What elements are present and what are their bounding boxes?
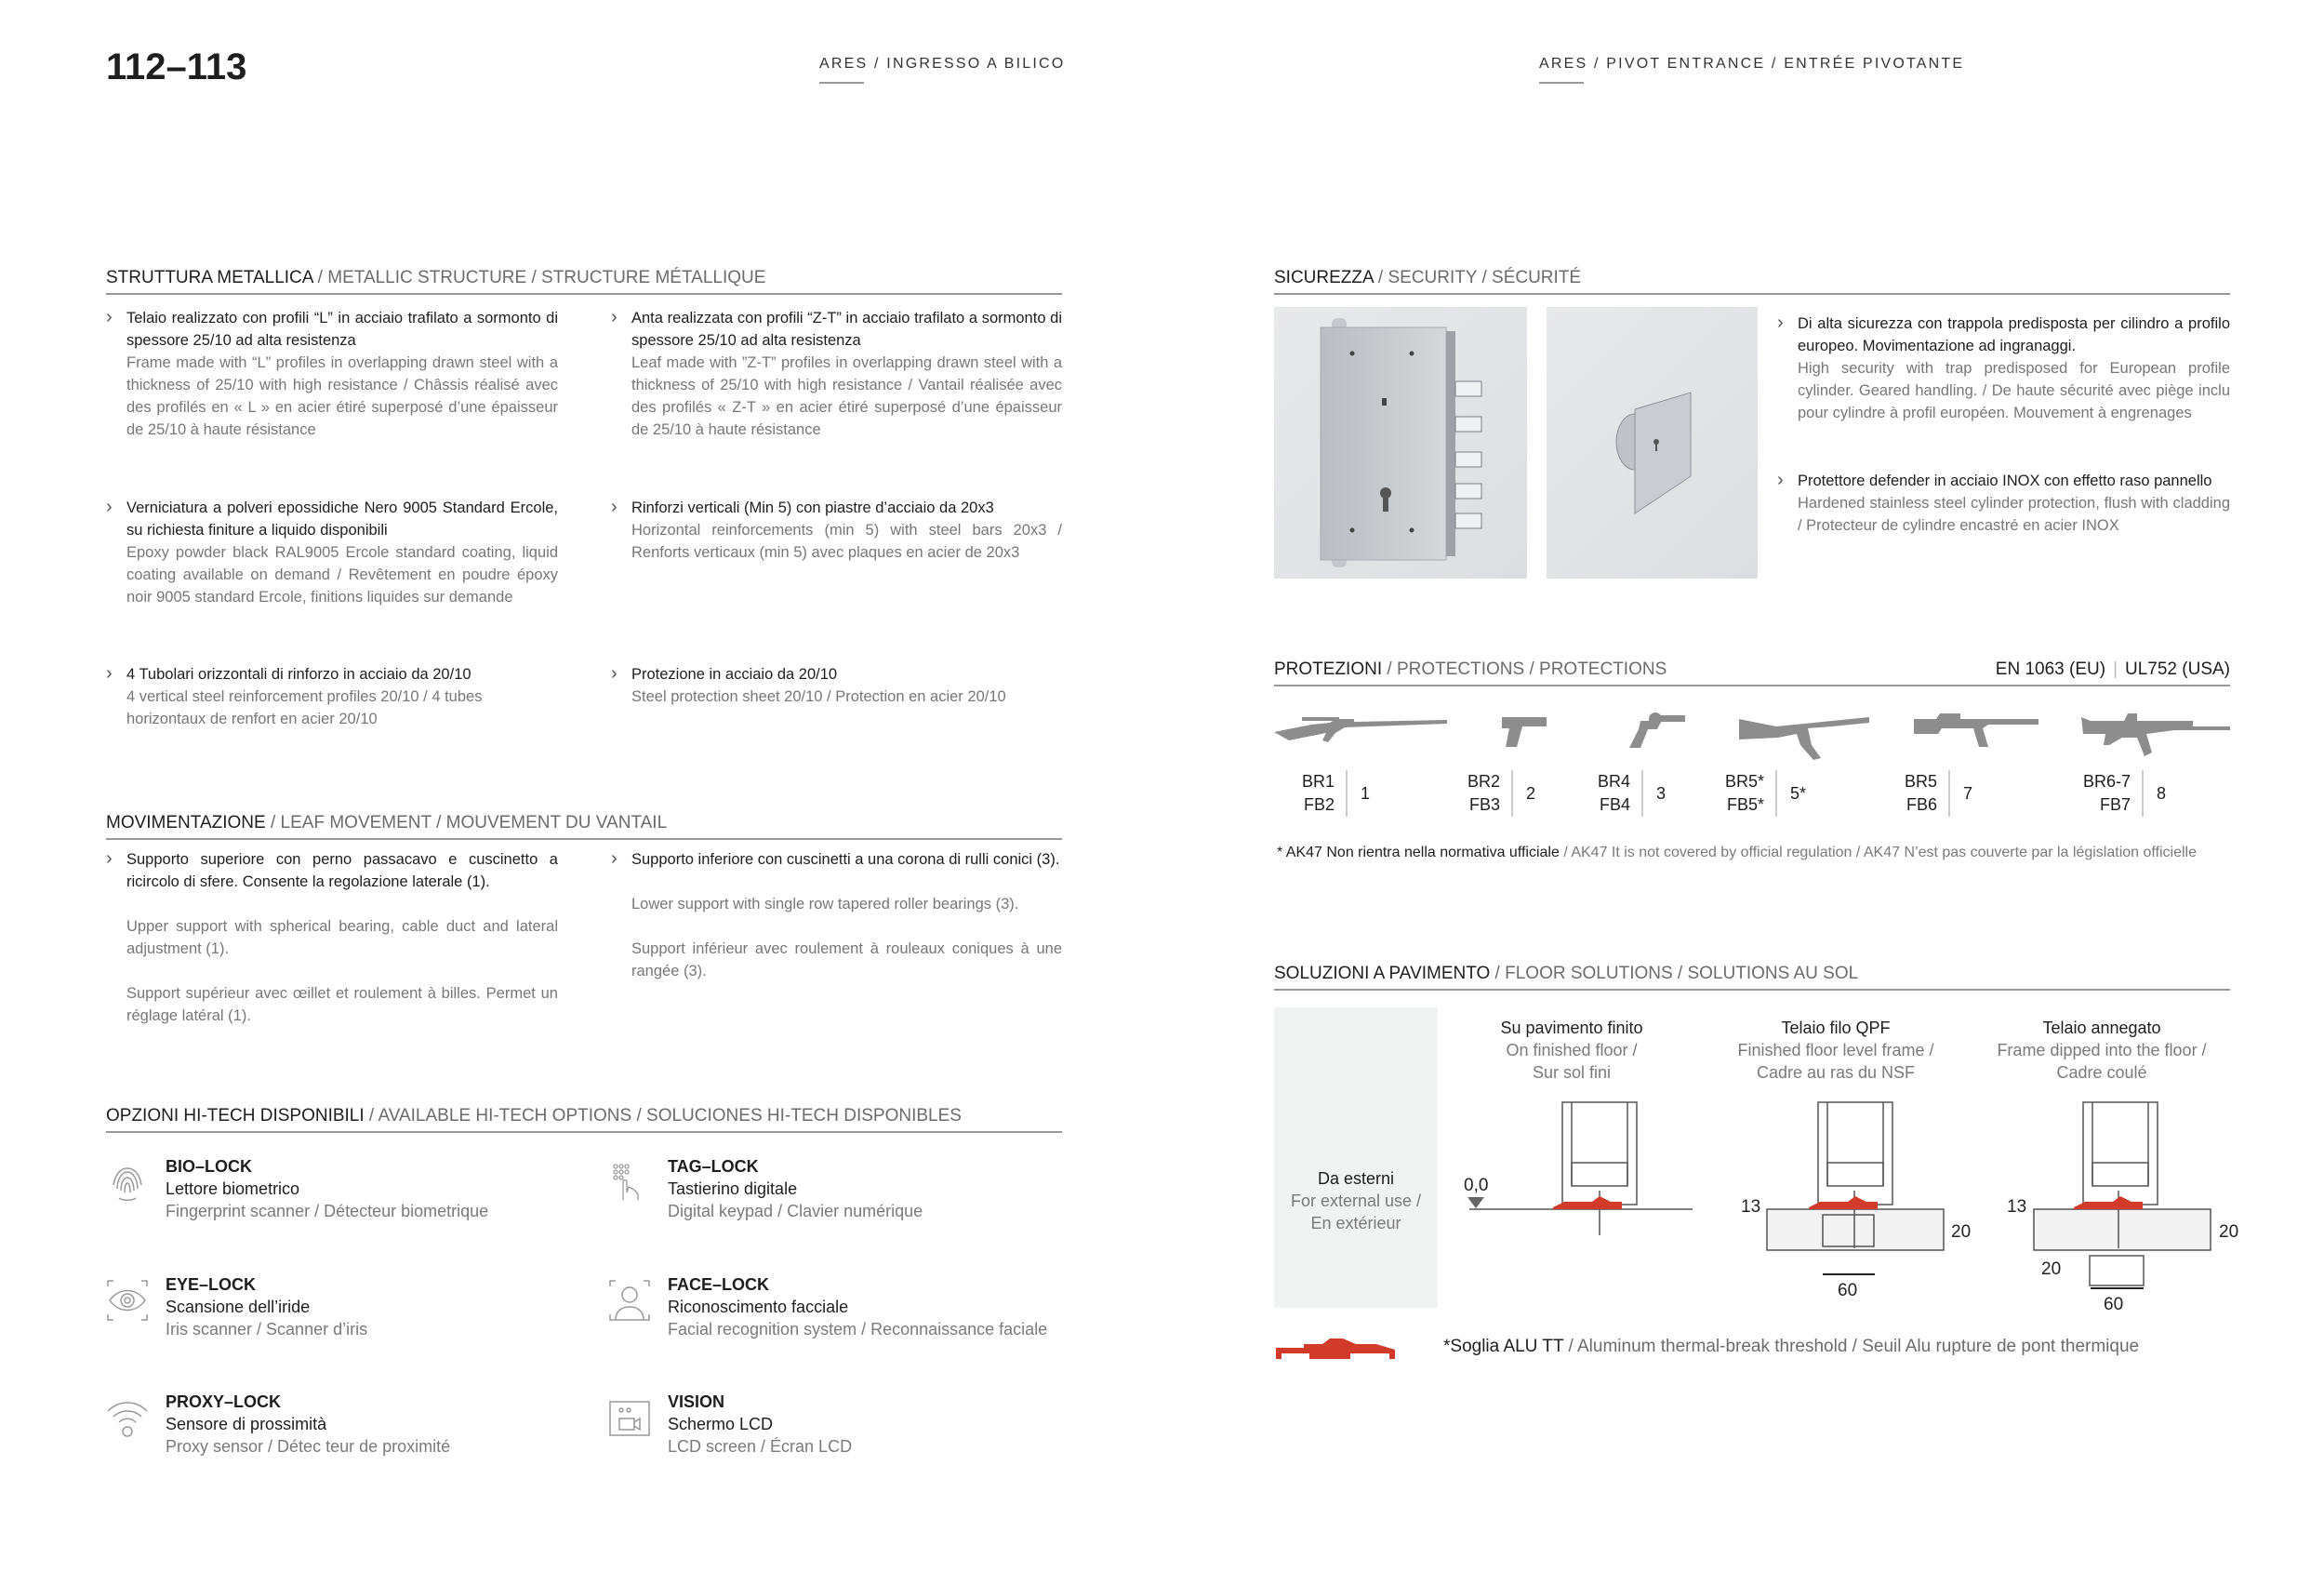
protections-footnote [1277, 845, 2197, 861]
option-it: Schermo LCD [668, 1415, 774, 1433]
structure-item [106, 307, 558, 441]
item-tr: Leaf made with ”Z-T” profiles in overlapping drawn steel with a thickness of 25/10 with high resistance / Vantail réalisée avec des profilés « Z-T » en acier étiré superposé d’une épaisseur de 25/10 à haute résistance [631, 354, 1062, 438]
item-fr: Support inférieur avec roulement à rouleaux coniques à une rangée (3). [631, 940, 1062, 979]
weapons-row [1274, 702, 2232, 758]
option-it: Lettore biometrico [166, 1179, 300, 1198]
item-it: › Supporto superiore con perno passacavo e cuscinetto a ricircolo di sfere. Consente la regolazione laterale (1). [126, 851, 558, 890]
footnote-main: * AK47 Non rientra nella normativa ufficiale [1277, 845, 1560, 860]
movement-item [106, 848, 558, 1027]
lcd-camera-icon [608, 1396, 651, 1439]
title-rest: / SECURITY / SÉCURITÉ [1373, 268, 1582, 287]
br-class: BR5 [1905, 772, 1938, 791]
hitech-text [668, 1391, 852, 1458]
standard-eu: EN 1063 (EU) [1995, 659, 2106, 679]
item-it: › Rinforzi verticali (Min 5) con piastre d’acciaio da 20x3 [631, 499, 994, 516]
standards-label: EN 1063 (EU) | UL752 (USA) [1995, 659, 2230, 679]
col-fr: Cadre coulé [2056, 1063, 2147, 1082]
option-it: Scansione dell’iride [166, 1298, 311, 1316]
item-en: Lower support with single row tapered roller bearings (3). [631, 896, 1019, 912]
option-name: FACE–LOCK [668, 1275, 770, 1294]
fb-class: FB5* [1727, 795, 1765, 814]
option-name: PROXY–LOCK [166, 1392, 282, 1411]
use-it: Da esterni [1317, 1169, 1395, 1188]
section-title-protections [1274, 659, 2230, 686]
en-class [1598, 770, 1643, 817]
defender-illustration [1547, 307, 1758, 579]
page-number: 112–113 [106, 47, 247, 87]
floor-column [1962, 1017, 2241, 1084]
dim-label: 60 [1838, 1281, 1858, 1300]
section-title-structure [106, 268, 1062, 295]
en-class [1725, 770, 1777, 817]
title-rest: / PROTECTIONS / PROTECTIONS [1382, 659, 1667, 679]
movement-item [611, 848, 1062, 982]
option-tr: LCD screen / Écran LCD [668, 1437, 853, 1456]
br-class: BR2 [1467, 772, 1501, 791]
item-it: › Di alta sicurezza con trappola predisposta per cilindro a profilo europeo. Movimentazione ad ingranaggi. [1798, 315, 2230, 354]
item-tr: Steel protection sheet 20/10 / Protection en acier 20/10 [631, 688, 1006, 705]
diagram-flush-frame [1767, 1102, 1944, 1274]
threshold-profile-icon [1274, 1337, 1410, 1361]
running-header-left-text: ARES / INGRESSO A BILICO [819, 56, 1066, 72]
option-tr: Iris scanner / Scanner d’iris [166, 1320, 368, 1339]
assault-rifle-icon [1914, 713, 2038, 747]
revolver-icon [1629, 713, 1685, 748]
item-it: › Verniciatura a polveri epossidiche Nero 9005 Standard Ercole, su richiesta finiture a liquido disponibili [126, 499, 558, 539]
title-rest: / LEAF MOVEMENT / MOUVEMENT DU VANTAIL [265, 813, 668, 832]
col-fr: Sur sol fini [1532, 1063, 1612, 1082]
use-fr: En extérieur [1310, 1214, 1401, 1232]
wireless-icon [106, 1396, 149, 1439]
section-title-floor [1274, 964, 2230, 991]
item-it: › Protettore defender in acciaio INOX con effetto raso pannello [1798, 473, 2212, 489]
item-it: › 4 Tubolari orizzontali di rinforzo in acciaio da 20/10 [126, 666, 471, 683]
title-rest: / METALLIC STRUCTURE / STRUCTURE MÉTALLIQUE [312, 268, 766, 287]
dim-label: 20 [1951, 1222, 1972, 1242]
use-en: For external use / [1290, 1192, 1422, 1210]
face-scan-icon [608, 1279, 651, 1322]
external-use-panel [1274, 1007, 1438, 1308]
security-item [1777, 313, 2230, 424]
fingerprint-icon [106, 1161, 149, 1204]
cylinder-protector-image [1547, 307, 1758, 579]
running-header-right-text: ARES / PIVOT ENTRANCE / ENTRÉE PIVOTANTE [1539, 56, 1965, 72]
threshold-main: *Soglia ALU TT [1443, 1337, 1564, 1356]
title-main: SOLUZIONI A PAVIMENTO [1274, 964, 1491, 983]
col-en: Finished floor level frame / [1737, 1041, 1934, 1059]
hitech-text [668, 1155, 923, 1222]
title-main: MOVIMENTAZIONE [106, 813, 266, 832]
item-fr: Support supérieur avec œillet et roulement à billes. Permet un réglage latéral (1). [126, 985, 558, 1024]
item-tr: High security with trap predisposed for European profile cylinder. Geared handling. / De haute sécurité avec piège inclu pour cylindre à profil européen. Mouvement à engrenages [1798, 360, 2230, 421]
ul-class: 7 [1963, 783, 1973, 803]
item-tr: Hardened stainless steel cylinder protection, flush with cladding / Protecteur de cylindre encastré en acier INOX [1798, 495, 2230, 534]
dim-label: 0,0 [1464, 1176, 1489, 1195]
structure-item [106, 497, 558, 608]
structure-item [611, 307, 1062, 441]
en-class [1467, 770, 1513, 817]
col-en: On finished floor / [1506, 1041, 1638, 1059]
dim-label: 20 [2219, 1222, 2239, 1242]
item-tr: Horizontal reinforcements (min 5) with steel bars 20x3 / Renforts verticaux (min 5) avec plaques en acier de 20x3 [631, 522, 1062, 561]
protection-level [2083, 770, 2166, 817]
fb-class: FB7 [2100, 795, 2131, 814]
option-tr: Facial recognition system / Reconnaissance faciale [668, 1320, 1048, 1339]
title-main: OPZIONI HI-TECH DISPONIBILI [106, 1106, 365, 1125]
title-main: PROTEZIONI [1274, 659, 1383, 679]
eye-scan-icon [106, 1279, 149, 1322]
fb-class: FB6 [1906, 795, 1938, 814]
en-class [1905, 770, 1950, 817]
item-tr: 4 vertical steel reinforcement profiles 20/10 / 4 tubes horizontaux de renfort en acier 20/10 [126, 688, 483, 727]
structure-item [106, 663, 558, 730]
item-en: Upper support with spherical bearing, cable duct and lateral adjustment (1). [126, 918, 558, 957]
level-marker-icon [1467, 1197, 1484, 1208]
title-rest: / FLOOR SOLUTIONS / SOLUTIONS AU SOL [1490, 964, 1859, 983]
col-it: Su pavimento finito [1500, 1019, 1643, 1037]
br-class: BR6-7 [2083, 772, 2131, 791]
br-class: BR5* [1725, 772, 1765, 791]
option-name: VISION [668, 1392, 725, 1411]
title-main: SICUREZZA [1274, 268, 1374, 287]
structure-item [611, 497, 1062, 564]
section-title-security [1274, 268, 2230, 295]
running-header-left [819, 56, 1065, 84]
title-rest: / AVAILABLE HI-TECH OPTIONS / SOLUCIONES HI-TECH DISPONIBLES [364, 1106, 962, 1125]
threshold-rest: / Aluminum thermal-break threshold / Seuil Alu rupture de pont thermique [1563, 1337, 2140, 1356]
footnote-rest: / AK47 It is not covered by official regulation / AK47 N’est pas couverte par la législation officielle [1559, 845, 2198, 860]
title-main: STRUTTURA METALLICA [106, 268, 313, 287]
security-item [1777, 470, 2230, 537]
rifle-icon [1274, 717, 1447, 742]
item-tr: Frame made with “L” profiles in overlapping drawn steel with a thickness of 25/10 with high resistance / Châssis réalisé avec des profilés en « L » en acier étiré superposé d’une épaisseur de 25/10 à haute résistance [126, 354, 558, 438]
ul-class: 2 [1526, 783, 1536, 803]
en-class [1302, 770, 1348, 817]
dim-label: 20 [2041, 1259, 2062, 1279]
threshold-profiles [1553, 1196, 2143, 1209]
option-tr: Proxy sensor / Détec teur de proximité [166, 1437, 451, 1456]
dim-label: 60 [2104, 1295, 2124, 1314]
keypad-icon [608, 1161, 651, 1204]
protection-level [1725, 770, 1806, 817]
option-name: TAG–LOCK [668, 1157, 759, 1176]
option-it: Tastierino digitale [668, 1179, 798, 1198]
hitech-text [166, 1273, 367, 1340]
machine-gun-icon [2081, 713, 2230, 756]
col-it: Telaio filo QPF [1781, 1019, 1891, 1037]
hitech-text [166, 1155, 488, 1222]
en-class [2083, 770, 2144, 817]
option-name: EYE–LOCK [166, 1275, 257, 1294]
col-fr: Cadre au ras du NSF [1756, 1063, 1916, 1082]
option-tr: Fingerprint scanner / Détecteur biometrique [166, 1202, 489, 1220]
col-it: Telaio annegato [2042, 1019, 2161, 1037]
fb-class: FB4 [1600, 795, 1631, 814]
protection-level [1467, 770, 1535, 817]
structure-item [611, 663, 1062, 708]
ul-class: 3 [1656, 783, 1667, 803]
option-it: Riconoscimento facciale [668, 1298, 849, 1316]
lock-image [1274, 307, 1527, 579]
item-tr: Epoxy powder black RAL9005 Ercole standard coating, liquid coating available on demand / Revêtement en poudre époxy noir 9005 standard Ercole, finitions liquides sur demande [126, 544, 558, 606]
threshold-legend [1443, 1337, 2139, 1357]
hitech-text [668, 1273, 1047, 1340]
ul-class: 8 [2157, 783, 2167, 803]
dim-label: 13 [1741, 1197, 1761, 1217]
fb-class: FB2 [1304, 795, 1335, 814]
item-it: › Telaio realizzato con profili “L” in acciaio trafilato a sormonto di spessore 25/10 ad alta resistenza [126, 310, 558, 349]
item-it: › Supporto inferiore con cuscinetti a una corona di rulli conici (3). [631, 851, 1060, 868]
diagram-finished-floor [1469, 1102, 1693, 1235]
item-it: › Protezione in acciaio da 20/10 [631, 666, 838, 683]
br-class: BR4 [1598, 772, 1631, 791]
item-it: › Anta realizzata con profili “Z-T” in acciaio trafilato a sormonto di spessore 25/10 ad alta resistenza [631, 310, 1062, 349]
ak47-icon [1739, 717, 1869, 760]
option-name: BIO–LOCK [166, 1157, 253, 1176]
running-header-right [1539, 56, 1964, 84]
multipoint-lock-illustration [1274, 307, 1527, 579]
pistol-icon [1502, 717, 1547, 747]
floor-column [1432, 1017, 1711, 1084]
ul-class: 1 [1361, 783, 1371, 803]
protection-level [1905, 770, 1972, 817]
option-tr: Digital keypad / Clavier numérique [668, 1202, 923, 1220]
hitech-text [166, 1391, 450, 1458]
section-title-movement [106, 813, 1062, 840]
fb-class: FB3 [1469, 795, 1501, 814]
protection-level [1302, 770, 1370, 817]
dim-label: 13 [2007, 1197, 2027, 1217]
br-class: BR1 [1302, 772, 1335, 791]
floor-column [1696, 1017, 1975, 1084]
section-title-hitech [106, 1106, 1062, 1133]
option-it: Sensore di prossimità [166, 1415, 327, 1433]
protection-level [1598, 770, 1666, 817]
ul-class: 5* [1790, 783, 1807, 803]
standard-us: UL752 (USA) [2125, 659, 2230, 679]
col-en: Frame dipped into the floor / [1997, 1041, 2207, 1059]
floor-diagrams [1451, 1098, 2251, 1314]
